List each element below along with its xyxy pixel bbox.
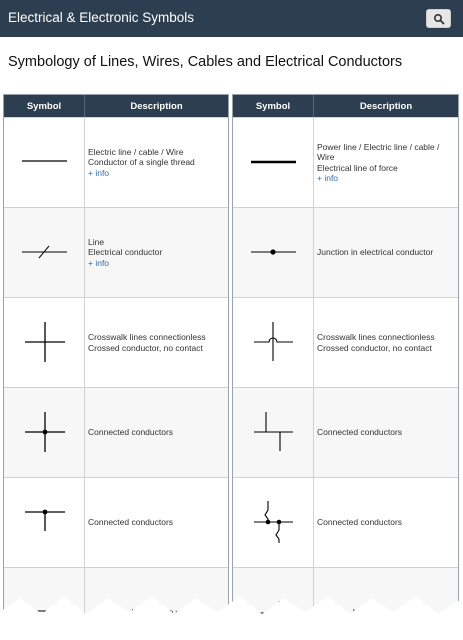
column-header-description: Description [130,100,183,112]
table-row [233,477,458,567]
table-row [4,207,228,297]
table-row [4,117,228,207]
electrical-conductor-icon [4,208,85,298]
search-icon [433,13,445,25]
symbols-table-left [3,94,229,640]
junction-dot-icon [233,208,314,298]
table-row [4,477,228,567]
column-header-symbol: Symbol [4,95,85,117]
info-link[interactable]: + info [88,257,110,268]
symbol-description: Line Electrical conductor + info [85,208,228,297]
symbol-description: Crosswalk lines connectionless Crossed conductor, no contact [88,332,206,353]
info-link[interactable]: + info [88,167,110,178]
table-row [233,297,458,387]
table-row [233,387,458,477]
symbol-description: Connected conductors [317,427,403,438]
symbols-table-right [232,94,459,640]
table-row [233,207,458,297]
info-link[interactable]: + info [317,173,339,183]
table-row [4,387,228,477]
search-button[interactable] [426,9,451,28]
symbol-description: Junction in electrical conductor [317,247,434,258]
symbol-description: Connected conductors [317,517,403,528]
crossover-bridge-icon [233,298,314,388]
connected-cross-icon [4,388,85,478]
symbol-description: Power line / Electric line / cable / Wire Electrical line of force + info [314,118,458,207]
offset-junction-icon [233,388,314,478]
power-line-icon [233,118,314,208]
t-junction-icon [4,478,85,568]
crossing-lines-icon [4,298,85,388]
column-header-symbol: Symbol [233,95,314,117]
torn-edge-overlay [0,592,463,640]
app-title: Electrical & Electronic Symbols [8,10,195,25]
table-header [233,95,458,117]
table-row [233,117,458,207]
symbol-description: Crosswalk lines connectionless Crossed conductor, no contact [317,332,435,353]
table-header [4,95,228,117]
table-row [4,297,228,387]
column-header-description: Description [359,100,413,112]
single-line-icon [4,118,85,208]
app-header [0,0,463,37]
page-title: Symbology of Lines, Wires, Cables and Electrical Conductors [8,54,403,70]
symbol-description: Electric line / cable / Wire Conductor of a single thread + info [85,118,228,207]
symbol-description: Connected conductors [88,517,174,528]
symbol-description: Connected conductors [88,427,174,438]
double-junction-icon [233,478,314,568]
